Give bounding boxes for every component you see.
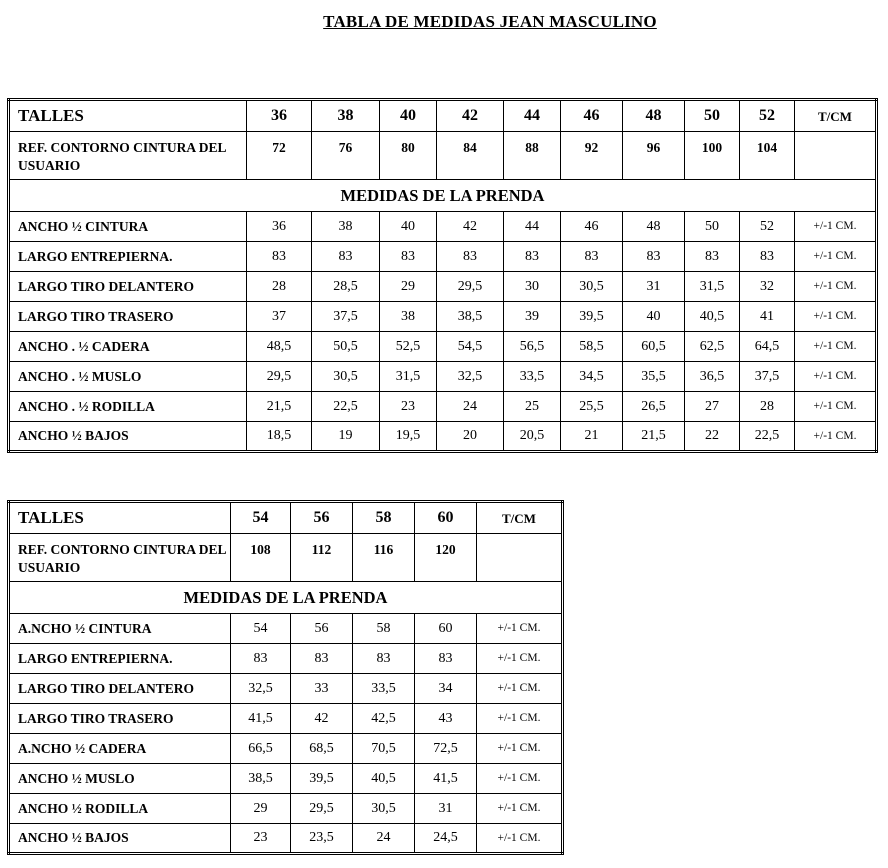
ref-value-cell: 100 [685, 132, 740, 180]
measurement-value-cell: 33,5 [504, 362, 561, 392]
measurement-row [9, 734, 563, 764]
measurement-value-cell: 70,5 [353, 734, 415, 764]
measurement-label: ANCHO . ½ MUSLO [9, 362, 247, 392]
ref-value-cell: 88 [504, 132, 561, 180]
measurement-value-cell: 83 [740, 242, 795, 272]
size-header-cell: 44 [504, 100, 561, 132]
measurement-value-cell: 83 [380, 242, 437, 272]
measurement-value-cell: 42 [437, 212, 504, 242]
measurement-value-cell: 42 [291, 704, 353, 734]
measurement-value-cell: 41 [740, 302, 795, 332]
measurement-value-cell: 42,5 [353, 704, 415, 734]
size-header-cell: 56 [291, 502, 353, 534]
measurement-value-cell: 52,5 [380, 332, 437, 362]
measurement-value-cell: 22,5 [312, 392, 380, 422]
measurement-value-cell: 25,5 [561, 392, 623, 422]
measurement-value-cell: 60 [415, 614, 477, 644]
measurement-label: ANCHO ½ CINTURA [9, 212, 247, 242]
measurement-value-cell: 21,5 [623, 422, 685, 452]
ref-value-cell: 84 [437, 132, 504, 180]
measurement-value-cell: 36 [247, 212, 312, 242]
ref-label: REF. CONTORNO CINTURA DEL USUARIO [9, 534, 231, 582]
measurement-value-cell: 36,5 [685, 362, 740, 392]
measurement-value-cell: 38 [380, 302, 437, 332]
measurement-value-cell: 37,5 [740, 362, 795, 392]
measurement-value-cell: 38 [312, 212, 380, 242]
measurement-value-cell: 28,5 [312, 272, 380, 302]
measurement-value-cell: 31,5 [380, 362, 437, 392]
tolerance-cell: +/-1 CM. [795, 302, 877, 332]
measurement-value-cell: 54 [231, 614, 291, 644]
page-title: TABLA DE MEDIDAS JEAN MASCULINO [323, 12, 657, 31]
measurement-label: ANCHO . ½ RODILLA [9, 392, 247, 422]
measurement-row [9, 362, 877, 392]
measurement-value-cell: 58 [353, 614, 415, 644]
measurement-value-cell: 83 [247, 242, 312, 272]
tolerance-cell: +/-1 CM. [477, 824, 563, 854]
measurement-row [9, 332, 877, 362]
measurement-value-cell: 20,5 [504, 422, 561, 452]
ref-value-cell: 116 [353, 534, 415, 582]
measurement-label: LARGO TIRO DELANTERO [9, 674, 231, 704]
measurement-label: ANCHO . ½ CADERA [9, 332, 247, 362]
measurement-value-cell: 27 [685, 392, 740, 422]
tolerance-cell: +/-1 CM. [795, 272, 877, 302]
measurement-label: LARGO TIRO DELANTERO [9, 272, 247, 302]
measurement-value-cell: 25 [504, 392, 561, 422]
size-header-cell: 48 [623, 100, 685, 132]
tolerance-cell: +/-1 CM. [795, 362, 877, 392]
measurement-value-cell: 20 [437, 422, 504, 452]
measurement-value-cell: 30,5 [561, 272, 623, 302]
tolerance-cell: +/-1 CM. [477, 614, 563, 644]
measurement-value-cell: 83 [685, 242, 740, 272]
measurement-label: ANCHO ½ RODILLA [9, 794, 231, 824]
measurement-row [9, 422, 877, 452]
measurement-value-cell: 56,5 [504, 332, 561, 362]
tolerance-cell: +/-1 CM. [795, 242, 877, 272]
measurement-value-cell: 21,5 [247, 392, 312, 422]
measurement-value-cell: 40,5 [353, 764, 415, 794]
size-header-cell: 52 [740, 100, 795, 132]
measurement-value-cell: 40,5 [685, 302, 740, 332]
talles-label: TALLES [9, 100, 247, 132]
measurement-value-cell: 28 [247, 272, 312, 302]
measurement-row [9, 272, 877, 302]
header-row [9, 100, 877, 132]
tolerance-cell: +/-1 CM. [477, 674, 563, 704]
measurement-value-cell: 66,5 [231, 734, 291, 764]
measurement-value-cell: 52 [740, 212, 795, 242]
size-header-cell: 50 [685, 100, 740, 132]
measurement-value-cell: 30,5 [312, 362, 380, 392]
measurement-value-cell: 23,5 [291, 824, 353, 854]
size-header-cell: 42 [437, 100, 504, 132]
measurement-value-cell: 39,5 [561, 302, 623, 332]
ref-value-cell: 112 [291, 534, 353, 582]
measurement-value-cell: 19,5 [380, 422, 437, 452]
measurement-row [9, 674, 563, 704]
measurement-value-cell: 24 [437, 392, 504, 422]
section-heading: MEDIDAS DE LA PRENDA [9, 582, 563, 614]
measurement-value-cell: 43 [415, 704, 477, 734]
measurement-value-cell: 40 [623, 302, 685, 332]
measurement-value-cell: 50 [685, 212, 740, 242]
tolerance-cell: +/-1 CM. [795, 212, 877, 242]
size-header-cell: 40 [380, 100, 437, 132]
measurement-value-cell: 35,5 [623, 362, 685, 392]
measurement-value-cell: 22 [685, 422, 740, 452]
header-row [9, 502, 563, 534]
measurement-value-cell: 19 [312, 422, 380, 452]
measurement-value-cell: 30,5 [353, 794, 415, 824]
measurement-value-cell: 18,5 [247, 422, 312, 452]
measurement-row [9, 392, 877, 422]
measurement-value-cell: 40 [380, 212, 437, 242]
measurement-value-cell: 68,5 [291, 734, 353, 764]
measurement-value-cell: 38,5 [437, 302, 504, 332]
measurement-row [9, 302, 877, 332]
measurement-value-cell: 34 [415, 674, 477, 704]
measurement-value-cell: 33,5 [353, 674, 415, 704]
measurement-label: LARGO TIRO TRASERO [9, 302, 247, 332]
measurement-value-cell: 83 [353, 644, 415, 674]
measurement-row [9, 644, 563, 674]
size-header-cell: 54 [231, 502, 291, 534]
measurement-value-cell: 39 [504, 302, 561, 332]
section-heading-row [9, 180, 877, 212]
measurement-value-cell: 56 [291, 614, 353, 644]
talles-label: TALLES [9, 502, 231, 534]
tolerance-cell: +/-1 CM. [477, 734, 563, 764]
measurement-value-cell: 48,5 [247, 332, 312, 362]
measurement-row [9, 764, 563, 794]
measurement-value-cell: 83 [623, 242, 685, 272]
measurement-value-cell: 32,5 [437, 362, 504, 392]
ref-value-cell: 92 [561, 132, 623, 180]
size-header-cell: 38 [312, 100, 380, 132]
tolerance-cell: +/-1 CM. [477, 644, 563, 674]
measurement-row [9, 614, 563, 644]
measurement-value-cell: 41,5 [231, 704, 291, 734]
measurement-value-cell: 29 [380, 272, 437, 302]
tolerance-cell: +/-1 CM. [795, 332, 877, 362]
measurement-value-cell: 33 [291, 674, 353, 704]
measurement-value-cell: 62,5 [685, 332, 740, 362]
measurement-value-cell: 29,5 [291, 794, 353, 824]
unit-header-cell: T/CM [795, 100, 877, 132]
measurement-value-cell: 32 [740, 272, 795, 302]
ref-value-cell: 80 [380, 132, 437, 180]
size-header-cell: 60 [415, 502, 477, 534]
waist-reference-row [9, 534, 563, 582]
section-heading-row [9, 582, 563, 614]
measurement-label: A.NCHO ½ CINTURA [9, 614, 231, 644]
empty-cell [795, 132, 877, 180]
waist-reference-row [9, 132, 877, 180]
measurement-value-cell: 31 [415, 794, 477, 824]
ref-value-cell: 108 [231, 534, 291, 582]
measurement-value-cell: 26,5 [623, 392, 685, 422]
section-heading: MEDIDAS DE LA PRENDA [9, 180, 877, 212]
measurement-label: LARGO TIRO TRASERO [9, 704, 231, 734]
measurement-value-cell: 32,5 [231, 674, 291, 704]
measurement-label: ANCHO ½ BAJOS [9, 422, 247, 452]
measurement-value-cell: 21 [561, 422, 623, 452]
measurement-value-cell: 54,5 [437, 332, 504, 362]
measurement-label: LARGO ENTREPIERNA. [9, 242, 247, 272]
measurement-value-cell: 41,5 [415, 764, 477, 794]
measurement-value-cell: 83 [291, 644, 353, 674]
measurement-value-cell: 24 [353, 824, 415, 854]
measurement-value-cell: 24,5 [415, 824, 477, 854]
measurement-value-cell: 23 [231, 824, 291, 854]
tolerance-cell: +/-1 CM. [477, 704, 563, 734]
measurement-value-cell: 29 [231, 794, 291, 824]
measurement-value-cell: 44 [504, 212, 561, 242]
measurement-value-cell: 28 [740, 392, 795, 422]
tolerance-cell: +/-1 CM. [477, 794, 563, 824]
ref-value-cell: 104 [740, 132, 795, 180]
measurement-value-cell: 31,5 [685, 272, 740, 302]
ref-value-cell: 96 [623, 132, 685, 180]
measurement-value-cell: 83 [437, 242, 504, 272]
measurement-value-cell: 83 [312, 242, 380, 272]
measurement-value-cell: 58,5 [561, 332, 623, 362]
measurement-row [9, 212, 877, 242]
measurement-value-cell: 83 [231, 644, 291, 674]
empty-cell [477, 534, 563, 582]
measurement-value-cell: 31 [623, 272, 685, 302]
measurement-row [9, 824, 563, 854]
measurement-value-cell: 34,5 [561, 362, 623, 392]
measurement-row [9, 794, 563, 824]
tolerance-cell: +/-1 CM. [795, 392, 877, 422]
measurement-value-cell: 60,5 [623, 332, 685, 362]
size-header-cell: 36 [247, 100, 312, 132]
measurement-label: ANCHO ½ BAJOS [9, 824, 231, 854]
tolerance-cell: +/-1 CM. [477, 764, 563, 794]
measurement-value-cell: 23 [380, 392, 437, 422]
measurement-value-cell: 83 [504, 242, 561, 272]
ref-value-cell: 120 [415, 534, 477, 582]
ref-label: REF. CONTORNO CINTURA DEL USUARIO [9, 132, 247, 180]
tolerance-cell: +/-1 CM. [795, 422, 877, 452]
measurement-label: LARGO ENTREPIERNA. [9, 644, 231, 674]
size-table-1 [7, 98, 878, 453]
ref-value-cell: 76 [312, 132, 380, 180]
measurement-value-cell: 22,5 [740, 422, 795, 452]
size-header-cell: 46 [561, 100, 623, 132]
size-table-2 [7, 500, 564, 855]
measurement-value-cell: 37,5 [312, 302, 380, 332]
measurement-value-cell: 83 [415, 644, 477, 674]
measurement-value-cell: 64,5 [740, 332, 795, 362]
unit-header-cell: T/CM [477, 502, 563, 534]
measurement-row [9, 242, 877, 272]
measurement-value-cell: 29,5 [247, 362, 312, 392]
measurement-value-cell: 30 [504, 272, 561, 302]
size-header-cell: 58 [353, 502, 415, 534]
measurement-value-cell: 50,5 [312, 332, 380, 362]
measurement-label: A.NCHO ½ CADERA [9, 734, 231, 764]
measurement-value-cell: 37 [247, 302, 312, 332]
measurement-value-cell: 39,5 [291, 764, 353, 794]
measurement-value-cell: 46 [561, 212, 623, 242]
measurement-value-cell: 48 [623, 212, 685, 242]
measurement-label: ANCHO ½ MUSLO [9, 764, 231, 794]
measurement-value-cell: 83 [561, 242, 623, 272]
measurement-row [9, 704, 563, 734]
measurement-value-cell: 72,5 [415, 734, 477, 764]
measurement-value-cell: 29,5 [437, 272, 504, 302]
ref-value-cell: 72 [247, 132, 312, 180]
measurement-value-cell: 38,5 [231, 764, 291, 794]
